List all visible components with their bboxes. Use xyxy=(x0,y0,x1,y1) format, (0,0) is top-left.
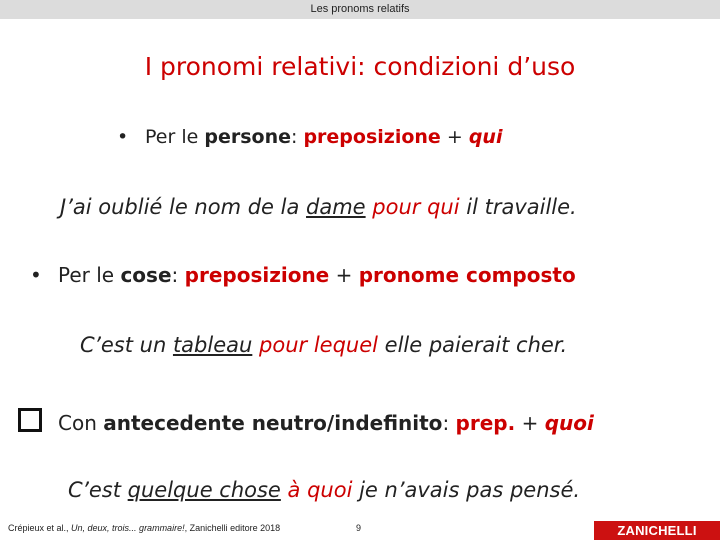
rule-term: preposizione xyxy=(184,263,330,287)
example-antecedent: dame xyxy=(306,195,366,219)
example-neutro xyxy=(68,478,580,502)
example-antecedent: tableau xyxy=(172,333,253,357)
slide-title: I pronomi relativi: condizioni d’uso xyxy=(144,52,576,81)
example-text: C’est un xyxy=(80,333,173,357)
page-number: 9 xyxy=(356,523,362,533)
publisher-logo: ZANICHELLI xyxy=(594,521,720,540)
rule-cose xyxy=(30,263,576,287)
example-space xyxy=(252,333,259,357)
footer-authors: Crépieux et al., xyxy=(8,523,72,533)
rule-plus: + xyxy=(329,263,359,287)
header-title: Les pronoms relatifs xyxy=(310,3,410,15)
rule-plus: + xyxy=(440,126,469,148)
example-antecedent: quelque chose xyxy=(127,478,281,502)
rule-neutro xyxy=(58,411,594,435)
rule-colon: : xyxy=(171,263,185,287)
rule-prefix: Per le xyxy=(58,263,121,287)
example-persone xyxy=(60,195,577,219)
rule-subject: cose xyxy=(120,263,172,287)
example-space xyxy=(281,478,288,502)
example-relative: pour qui xyxy=(372,195,460,219)
rule-prefix: Per le xyxy=(145,126,205,148)
example-relative: pour lequel xyxy=(259,333,378,357)
footer-book-title: Un, deux, trois... grammaire! xyxy=(71,523,185,533)
example-rest: je n’avais pas pensé. xyxy=(352,478,581,502)
rule-term: prep. xyxy=(455,411,516,435)
header-bar xyxy=(0,0,720,19)
bullet-icon: • xyxy=(30,263,42,287)
rule-persone xyxy=(117,126,502,148)
rule-pronoun: qui xyxy=(468,126,503,148)
example-rest: elle paierait cher. xyxy=(377,333,568,357)
footer-publisher: , Zanichelli editore 2018 xyxy=(184,523,281,533)
example-text: J’ai oublié le nom de la xyxy=(60,195,307,219)
footer-credit xyxy=(8,523,280,533)
rule-plus: + xyxy=(515,411,545,435)
example-rest: il travaille. xyxy=(459,195,577,219)
bullet-icon: • xyxy=(117,126,129,148)
rule-pronoun: pronome composto xyxy=(358,263,576,287)
rule-colon: : xyxy=(290,126,304,148)
rule-subject: antecedente neutro/indefinito xyxy=(103,411,443,435)
rule-pronoun: quoi xyxy=(544,411,594,435)
example-text: C’est xyxy=(68,478,128,502)
rule-colon: : xyxy=(442,411,456,435)
checkbox-square-icon xyxy=(18,408,42,432)
example-cose xyxy=(80,333,567,357)
rule-subject: persone xyxy=(204,126,291,148)
rule-prefix: Con xyxy=(58,411,104,435)
example-relative: à quoi xyxy=(287,478,353,502)
rule-term: preposizione xyxy=(303,126,441,148)
